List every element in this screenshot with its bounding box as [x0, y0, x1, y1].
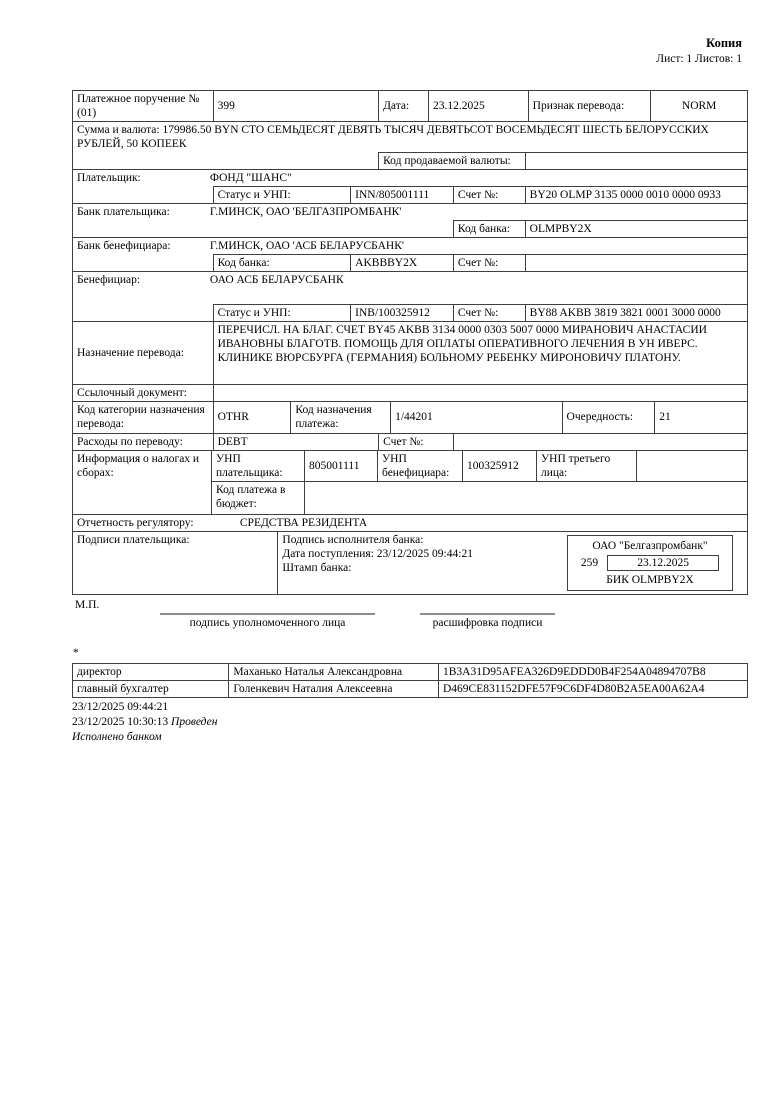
priority-label: Очередность:: [562, 402, 655, 432]
bank-signs-cell: [277, 532, 747, 594]
beneficiary-status-row: [73, 304, 747, 322]
benef-bank-row: [73, 238, 747, 254]
footer-processed-status: Проведен: [171, 715, 218, 728]
payer-bank-code-label: Код банка:: [453, 220, 525, 237]
payer-unp-label: УНП плательщика:: [211, 451, 304, 481]
charges-label: Расходы по переводу:: [77, 435, 183, 448]
signer-position: директор: [73, 663, 229, 680]
transfer-sign-label: Признак перевода:: [528, 91, 651, 121]
signature-decryption-block: [420, 613, 555, 630]
charges-account: [453, 434, 747, 450]
category-row: [73, 402, 747, 433]
order-number: 399: [213, 91, 379, 121]
signer-hash: 1B3A31D95AFEA326D9EDDD0B4F254A04894707B8: [438, 663, 747, 680]
order-title-line1: Платежное поручение №: [77, 93, 200, 106]
charges-account-label: Счет №:: [378, 434, 453, 450]
beneficiary-account: BY88 AKBB 3819 3821 0001 3000 0000: [525, 304, 747, 321]
payer-status-row: [73, 186, 747, 204]
sold-currency-row: [73, 152, 747, 170]
regulator-value: СРЕДСТВА РЕЗИДЕНТА: [239, 516, 368, 529]
beneficiary-row: [73, 272, 747, 304]
budget-code-label: Код платежа в бюджет:: [211, 482, 304, 514]
tax-row: [73, 451, 747, 515]
order-date: 23.12.2025: [428, 91, 528, 121]
copy-label: Копия: [706, 36, 742, 50]
payer-row: [73, 170, 747, 186]
footer-processed-line: [72, 715, 748, 729]
document-header: [72, 36, 748, 66]
benef-bank-code-spacer: [73, 254, 213, 271]
category-code: OTHR: [213, 402, 291, 432]
amount-value: 179986.50 BYN СТО СЕМЬДЕСЯТ ДЕВЯТЬ ТЫСЯЧ ДЕВЯТЬСОТ ВОСЕМЬДЕСЯТ ШЕСТЬ БЕЛОРУССКИХ РУБЛЕЙ, 50 КОПЕЕК: [77, 124, 709, 151]
benef-bank-label: Банк бенефициара:: [77, 240, 171, 253]
beneficiary-status-unp: INB/100325912: [350, 304, 453, 321]
signer-name: Голенкевич Наталия Алексеевна: [229, 680, 439, 697]
payer-account: BY20 OLMP 3135 0000 0010 0000 0933: [525, 186, 747, 203]
footer-executed-by-bank: Исполнено банком: [72, 730, 162, 743]
ref-doc-label: Ссылочный документ:: [77, 387, 187, 400]
transfer-sign-value: NORM: [650, 91, 747, 121]
bank-sign-label: Подпись исполнителя банка:: [282, 533, 424, 546]
mp-label: М.П.: [75, 598, 100, 611]
signature-lines: [72, 613, 748, 630]
signatures-row: [73, 532, 747, 594]
payer-status-spacer: [73, 186, 213, 203]
payer-bank-label: Банк плательщика:: [77, 206, 170, 219]
sheet-info: Лист: 1 Листов: 1: [656, 53, 742, 66]
footer-received-time: 23/12/2025 09:44:21: [72, 700, 169, 713]
payer-bank-name: Г.МИНСК, ОАО 'БЕЛГАЗПРОМБАНК': [209, 206, 402, 219]
order-title-line2: (01): [77, 107, 97, 120]
regulator-label: Отчетность регулятору:: [77, 516, 194, 529]
signer-row-accountant: [73, 680, 748, 697]
third-party-unp: [636, 451, 747, 481]
signer-position: главный бухгалтер: [73, 680, 229, 697]
ref-doc-value: [213, 385, 747, 401]
priority-value: 21: [654, 402, 747, 432]
bank-stamp-label: Штамп банка:: [282, 561, 352, 574]
signer-hash: D469CE831152DFE57F9C6DF4D80B2A5EA00A62A4: [438, 680, 747, 697]
benef-bank-name: Г.МИНСК, ОАО 'АСБ БЕЛАРУСБАНК': [209, 240, 404, 253]
order-date-label: Дата:: [378, 91, 428, 121]
charges-type: DEBT: [213, 434, 379, 450]
amount-label: Сумма и валюта:: [77, 124, 160, 137]
tax-unp-row: [211, 451, 747, 482]
benef-unp-label: УНП бенефициара:: [377, 451, 462, 481]
authorized-signature-block: [160, 613, 375, 630]
benef-bank-code-label: Код банка:: [213, 254, 351, 271]
payer-unp: 805001111: [304, 451, 377, 481]
footer-status: [72, 700, 748, 744]
beneficiary-label: Бенефициар:: [77, 274, 141, 287]
payer-label: Плательщик:: [77, 172, 141, 185]
bank-stamp: [567, 535, 733, 591]
payer-status-unp: INN/805001111: [350, 186, 453, 203]
benef-bank-account: [525, 254, 747, 271]
purpose-text: ПЕРЕЧИСЛ. НА БЛАГ. СЧЕТ BY45 AKBB 3134 0000 0303 5007 0000 МИРАНОВИЧ АНАСТАСИИ ИВАНОВНЫ БЛАГОТВ. ПОМОЩЬ ДЛЯ ОПЛАТЫ ОПЕРАТИВНОГО ЛЕЧЕНИЯ В УН ИВЕРС. КЛИНИКЕ ВЮРСБУРГА (ГЕРМАНИЯ) БОЛЬНОМУ РЕБЕНКУ МИРОНОВИЧУ ПЛАТОНУ.: [213, 322, 747, 384]
signer-name: Маханько Наталья Александровна: [229, 663, 439, 680]
sold-currency-label: Код продаваемой валюты:: [378, 152, 525, 169]
stamp-bik: БИК OLMPBY2X: [606, 573, 694, 586]
signature-decryption-line: [420, 613, 555, 615]
benef-unp: 100325912: [462, 451, 536, 481]
asterisk-note: *: [73, 646, 79, 659]
budget-code-row: [211, 482, 747, 514]
authorized-signature-line: [160, 613, 375, 615]
ref-doc-row: [73, 385, 747, 402]
payer-status-label: Статус и УНП:: [213, 186, 351, 203]
sold-currency-spacer: [73, 152, 378, 169]
signer-row-director: [73, 663, 748, 680]
payer-name: ФОНД "ШАНС": [209, 172, 292, 185]
footer-processed-time: 23/12/2025 10:30:13: [72, 715, 169, 728]
benef-bank-code: AKBBBY2X: [350, 254, 453, 271]
beneficiary-status-label: Статус и УНП:: [213, 304, 351, 321]
payer-signs-label: Подписи плательщика:: [77, 533, 190, 546]
purpose-row: [73, 322, 747, 385]
benef-bank-code-row: [73, 254, 747, 272]
payment-order-table: [72, 90, 748, 594]
regulator-row: [73, 515, 747, 532]
benef-bank-account-label: Счет №:: [453, 254, 525, 271]
payer-bank-code-row: [73, 220, 747, 238]
stamp-date: 23.12.2025: [607, 555, 719, 571]
payer-bank-code: OLMPBY2X: [525, 220, 747, 237]
payer-bank-row: [73, 204, 747, 220]
sold-currency-value: [525, 152, 747, 169]
receipt-date: Дата поступления: 23/12/2025 09:44:21: [282, 547, 473, 560]
order-header-row: [73, 91, 747, 122]
authorized-signature-caption: подпись уполномоченного лица: [189, 616, 346, 629]
charges-row: [73, 434, 747, 451]
beneficiary-status-spacer: [73, 304, 213, 321]
document-sheet: [72, 36, 748, 744]
purpose-label: Назначение перевода:: [77, 347, 184, 360]
third-party-unp-label: УНП третьего лица:: [536, 451, 636, 481]
amount-row: [73, 122, 749, 152]
order-title: [73, 91, 213, 121]
payer-bank-code-spacer: [73, 220, 453, 237]
signature-decryption-caption: расшифровка подписи: [432, 616, 543, 629]
stamp-number: 259: [580, 556, 599, 569]
beneficiary-account-label: Счет №:: [453, 304, 525, 321]
budget-code: [304, 482, 747, 514]
payer-account-label: Счет №:: [453, 186, 525, 203]
beneficiary-name: ОАО АСБ БЕЛАРУСБАНК: [209, 274, 344, 287]
category-label: Код категории назначения перевода:: [77, 404, 205, 431]
signers-table: [72, 663, 748, 698]
stamp-bank-name: ОАО "Белгазпромбанк": [592, 539, 708, 552]
payment-code: 1/44201: [390, 402, 561, 432]
tax-label: Информация о налогах и сборах:: [77, 452, 200, 479]
payment-code-label: Код назначения платежа:: [290, 402, 390, 432]
